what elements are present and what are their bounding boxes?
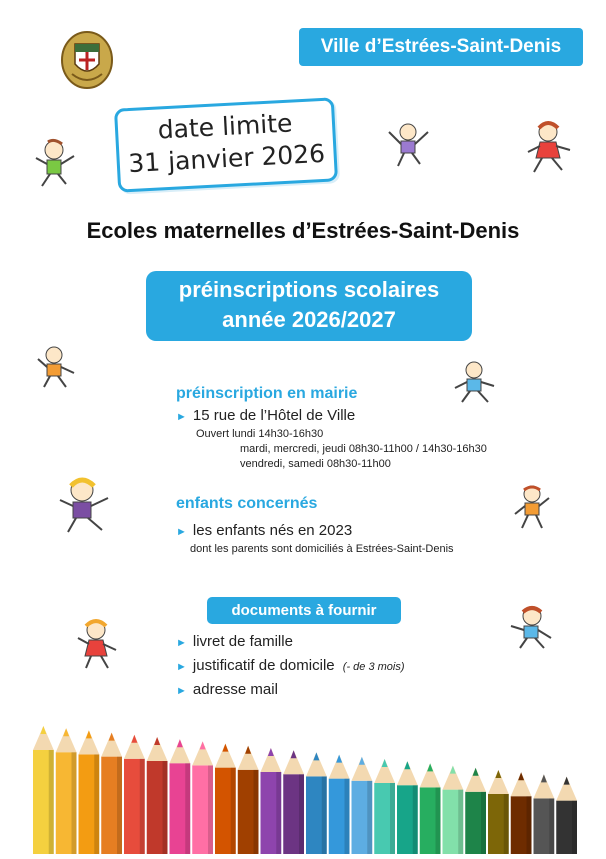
subtitle-line2: année 2026/2027 [222,307,396,332]
document-item: justificatif de domicile [192,657,335,674]
pencil-shape [306,752,327,854]
pencil-shape [283,750,304,854]
pencil-shape [511,772,532,854]
pencil-shape [192,741,213,854]
pencil-shape [261,748,282,854]
mairie-address-row [176,407,355,424]
town-crest-icon [60,30,114,90]
pencil-shape [374,759,395,854]
enfants-heading: enfants concernés [176,495,318,512]
pencil-shape [33,726,54,854]
bullet-icon: ► [176,637,187,649]
child-drawing-icon [386,122,432,168]
pencil-shape [443,766,464,854]
child-drawing-icon [36,345,78,391]
documents-heading: documents à fournir [207,597,401,624]
pencil-shape [147,737,168,854]
pencil-shape [238,746,259,854]
document-item: adresse mail [192,681,278,698]
child-drawing-icon [452,360,498,406]
pencil-shape [79,730,100,854]
town-name-badge: Ville d’Estrées-Saint-Denis [299,28,583,66]
pencil-shape [397,761,418,854]
pencil-shape [124,735,145,854]
pencil-shape [488,770,509,854]
mairie-hours-line2: mardi, mercredi, jeudi 08h30-11h00 / 14h30-16h30 [240,443,487,455]
subtitle-line1: préinscriptions scolaires [178,277,440,302]
bullet-icon: ► [176,685,187,697]
enfants-note: dont les parents sont domiciliés à Estrées-Saint-Denis [190,543,454,555]
document-item-row [176,681,278,698]
deadline-box [114,97,338,192]
pencil-shape [215,744,236,854]
pencil-shape [56,728,77,854]
document-item-row [176,633,293,650]
deadline-date: 31 janvier 2026 [127,138,326,179]
pencil-shape [101,733,122,854]
page-title: Ecoles maternelles d’Estrées-Saint-Denis [86,218,520,243]
pencil-shape [170,739,191,854]
bullet-icon: ► [176,411,187,423]
child-drawing-icon [56,476,112,536]
enfants-item: les enfants nés en 2023 [192,522,353,539]
bullet-icon: ► [176,526,187,538]
mairie-hours-line1: Ouvert lundi 14h30-16h30 [196,428,324,440]
pencil-shape [556,777,577,854]
pencil-shape [352,757,373,854]
pencil-shape [420,763,441,854]
mairie-address: 15 rue de l’Hôtel de Ville [192,407,356,424]
child-drawing-icon [508,604,554,652]
child-drawing-icon [74,618,120,672]
deadline-label: date limite [157,108,294,145]
enfants-item-row [176,522,352,539]
domicile-note: (- de 3 mois) [342,661,405,673]
pencil-shape [465,768,486,854]
subtitle-box [146,271,472,341]
pencil-shape [329,755,350,854]
mairie-heading: préinscription en mairie [176,385,358,402]
child-drawing-icon [524,120,574,176]
bullet-icon: ► [176,661,187,673]
child-drawing-icon [34,138,78,190]
pencil-shape [534,774,555,854]
child-drawing-icon [512,484,552,532]
mairie-hours-line3: vendredi, samedi 08h30-11h00 [240,458,391,470]
document-item-row [176,657,405,674]
pencils-image [32,718,578,854]
document-item: livret de famille [192,633,293,650]
